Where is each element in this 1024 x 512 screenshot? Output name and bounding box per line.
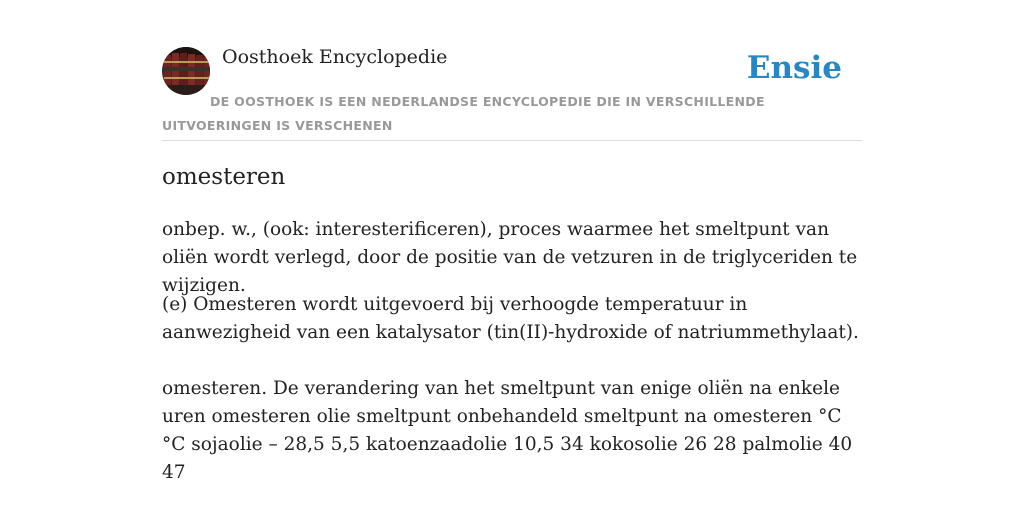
books-icon (162, 47, 210, 95)
article-card (162, 44, 862, 483)
article-paragraph: omesteren. De verandering van het smeltpunt van enige oliën na enkele uren omesteren olie smeltpunt onbehandeld smeltpunt na omesteren °C °C sojaolie – 28,5 5,5 katoenzaadolie 10,5 34 kokosolie 26 28 palmolie 40 47 (162, 378, 853, 483)
page-header (162, 44, 862, 141)
article-paragraph: (e) Omesteren wordt uitgevoerd bij verhoogde temperatuur in aanwezigheid van een katalysator (tin(II)-hydroxide of natriummethylaat). (162, 294, 859, 343)
site-tagline: DE OOSTHOEK IS EEN NEDERLANDSE ENCYCLOPEDIE DIE IN VERSCHILLENDE UITVOERINGEN IS VERSCHENEN (162, 94, 765, 133)
encyclopedia-avatar[interactable] (162, 47, 210, 95)
article-paragraph: onbep. w., (ook: interesterificeren), proces waarmee het smeltpunt van oliën wordt verlegd, door de positie van de vetzuren in de triglyceriden te wijzigen. (162, 219, 858, 296)
site-name[interactable]: Oosthoek Encyclopedie (222, 46, 448, 68)
brand-logo[interactable]: Ensie (746, 50, 842, 86)
article-title: omesteren (162, 164, 286, 190)
